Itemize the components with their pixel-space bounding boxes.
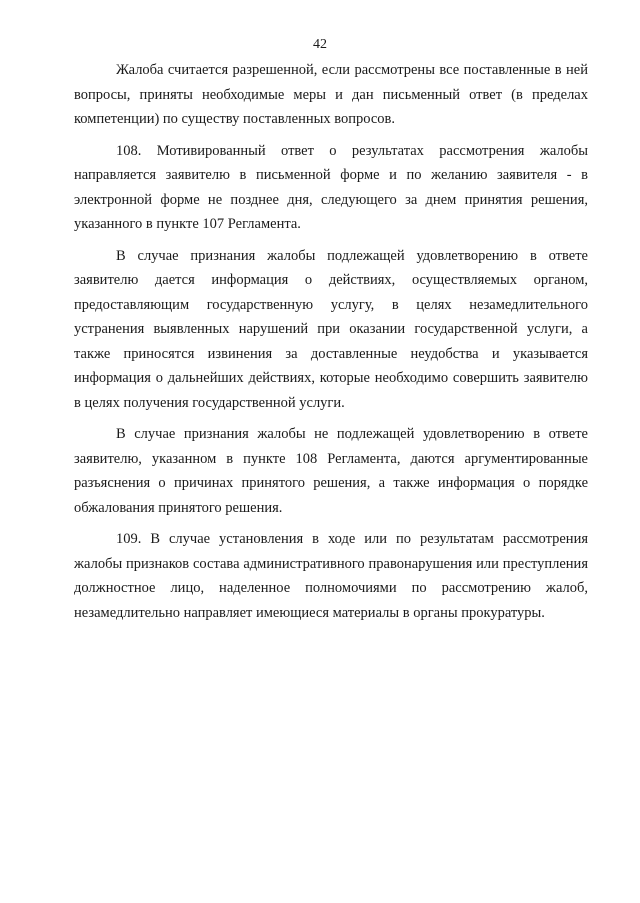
page-number: 42 [313, 37, 327, 52]
paragraph-complaint-rejected: В случае признания жалобы не подлежащей удовлетворению в ответе заявителю, указанном в пункте 108 Регламента, даются аргументированные разъяснения о причинах принятого решения, а также информация о порядке обжалования принятого решения. [74, 426, 588, 516]
paragraph-complaint-satisfied: В случае признания жалобы подлежащей удовлетворению в ответе заявителю дается информация о действиях, осуществляемых органом, предоставляющим государственную услугу, в целях незамедлительного устранения выявленных нарушений при оказании государственной услуги, а также приносятся извинения за доставленные неудобства и указывается информация о дальнейших действиях, которые необходимо совершить заявителю в целях получения государственной услуги. [74, 247, 588, 411]
document-body [74, 58, 588, 632]
paragraph-108-reasoned-answer: 108. Мотивированный ответ о результатах рассмотрения жалобы направляется заявителю в письменной форме и по желанию заявителя - в электронной форме не позднее дня, следующего за днем принятия решения, указанного в пункте 107 Регламента. [74, 142, 588, 232]
paragraph-109-prosecution: 109. В случае установления в ходе или по результатам рассмотрения жалобы признаков состава административного правонарушения или преступления должностное лицо, наделенное полномочиями по рассмотрению жалоб, незамедлительно направляет имеющиеся материалы в органы прокуратуры. [74, 531, 588, 621]
paragraph-complaint-resolved: Жалоба считается разрешенной, если рассмотрены все поставленные в ней вопросы, приняты необходимые меры и дан письменный ответ (в пределах компетенции) по существу поставленных вопросов. [74, 62, 588, 127]
